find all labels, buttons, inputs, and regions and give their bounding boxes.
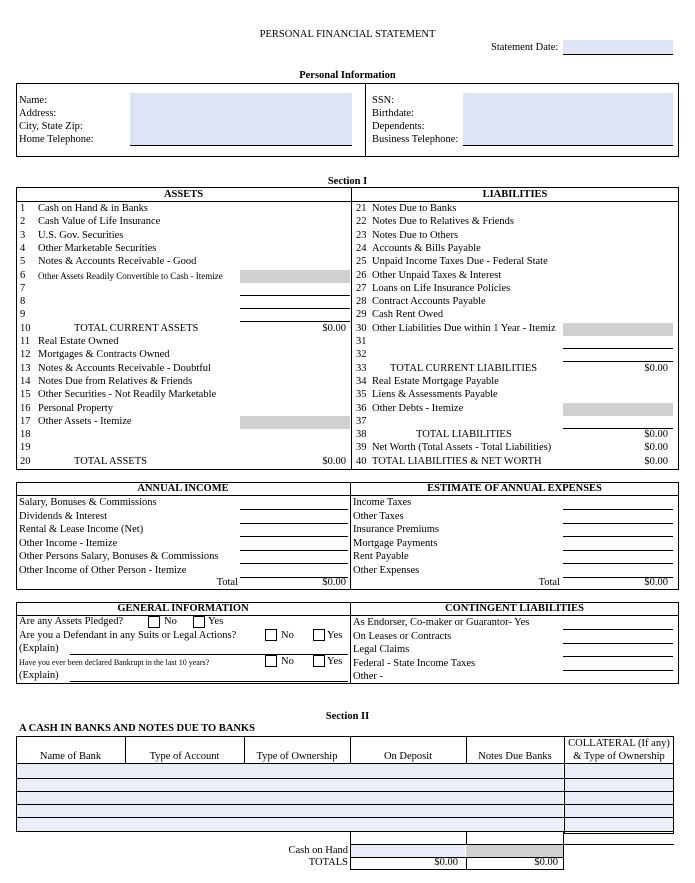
personal-field-left[interactable] [130,93,352,107]
liability-label: Notes Due to Relatives & Friends [372,216,515,228]
asset-label: Mortgages & Contracts Owned [38,349,170,361]
asset-label: Real Estate Owned [38,336,119,347]
column-header: Type of Ownership [256,751,338,762]
liability-label: TOTAL LIABILITIES [416,429,512,441]
contingent-row-label: On Leases or Contracts [353,630,452,642]
cash-on-hand-notes-field [466,845,563,857]
liability-field[interactable] [563,336,673,349]
personal-divider [365,83,366,157]
asset-num: 5 [20,256,26,268]
liability-num: 36 [356,402,367,414]
income-row-label: Salary, Bonuses & Commissions [19,497,157,508]
data-row[interactable] [17,764,563,778]
personal-info-title: Personal Information [299,70,396,81]
expenses-total-label: Total [538,577,560,588]
annual-income-title: ANNUAL INCOME [137,483,229,494]
asset-num: 11 [20,336,31,347]
bankrupt-question: Have you ever been declared Bankrupt in the last 10 years? [19,658,210,667]
contingent-field[interactable] [563,671,673,684]
personal-label-right: Business Telephone: [372,134,459,145]
liability-total-value: $0.00 [644,429,668,441]
liability-num: 34 [356,375,367,387]
explain-label-2: (Explain) [19,670,59,681]
contingent-field[interactable] [563,644,673,657]
asset-label: Notes & Accounts Receivable - Good [38,256,197,268]
income-row-label: Rental & Lease Income (Net) [19,524,144,535]
income-field[interactable] [240,524,348,537]
asset-num: 1 [20,203,26,214]
expense-field[interactable] [563,497,673,510]
liability-label: Net Worth (Total Assets - Total Liabilities) [372,442,552,454]
asset-label: Other Assets - Itemize [38,415,132,427]
expense-field[interactable] [563,551,673,564]
liability-total-value: $0.00 [644,442,668,454]
collateral-cell[interactable] [565,792,673,804]
personal-field-left[interactable] [130,106,352,120]
section1-header-line [16,201,679,202]
liability-field[interactable] [563,416,673,429]
contingent-row-label: Federal - State Income Taxes [353,657,476,669]
personal-field-left[interactable] [130,132,352,146]
statement-date-field[interactable] [563,40,673,55]
bankrupt-yes-label: Yes [327,656,343,667]
section1-title: Section I [327,176,368,187]
collateral-cell[interactable] [565,764,673,778]
collateral-cell[interactable] [565,805,673,817]
asset-num: 3 [20,229,26,241]
income-row-label: Dividends & Interest [19,510,108,522]
total-notes-value: $0.00 [534,857,558,868]
expense-field[interactable] [563,524,673,537]
liability-num: 28 [356,296,367,308]
liability-label: Accounts & Bills Payable [372,242,481,254]
liability-total-value: $0.00 [644,362,668,374]
defendant-yes-label: Yes [327,630,343,641]
asset-num: 7 [20,282,26,294]
liability-num: 24 [356,242,367,254]
income-expense-divider [350,482,351,590]
asset-label: TOTAL CURRENT ASSETS [74,322,199,334]
asset-num: 10 [20,322,31,334]
asset-field[interactable] [240,296,350,309]
asset-field[interactable] [240,309,350,322]
liability-label: Notes Due to Others [372,229,459,241]
liability-num: 33 [356,362,367,374]
bankrupt-no-label: No [281,656,294,667]
defendant-no-label: No [281,630,294,641]
asset-total-value: $0.00 [322,322,346,334]
asset-label: TOTAL ASSETS [74,455,147,467]
income-field[interactable] [240,538,348,551]
expense-row-label: Mortgage Payments [353,537,438,549]
liability-num: 37 [356,415,367,427]
pledged-no-checkbox[interactable] [148,616,160,628]
column-header: Name of Bank [39,751,102,762]
liability-label: Other Debts - Itemize [372,402,464,414]
liability-num: 40 [356,455,367,467]
income-total-value: $0.00 [322,577,346,588]
personal-label-right: SSN: [372,95,395,106]
cash-on-hand-field[interactable] [351,845,465,857]
asset-num: 15 [20,389,31,401]
section2-subtitle: A CASH IN BANKS AND NOTES DUE TO BANKS [19,723,255,734]
personal-field-right[interactable] [463,106,673,120]
collateral-cell[interactable] [565,779,673,791]
liability-field[interactable] [563,349,673,362]
collateral-cell[interactable] [565,818,673,831]
contingent-row-label: Legal Claims [353,644,410,655]
column-header: Type of Account [149,751,220,762]
asset-label: Other Assets Readily Convertible to Cash - Itemize [38,270,223,281]
asset-label: Other Marketable Securities [38,242,157,254]
liability-label: Unpaid Income Taxes Due - Federal State [372,256,548,268]
asset-label: Other Securities - Not Readily Marketable [38,389,217,401]
asset-num: 8 [20,296,26,308]
data-row[interactable] [17,818,563,831]
liability-label: Other Liabilities Due within 1 Year - Itemiz [372,322,556,334]
personal-label-left: City, State Zip: [19,121,83,132]
column-header: On Deposit [383,751,433,762]
expense-row-label: Income Taxes [353,497,412,508]
income-field[interactable] [240,565,348,578]
contingent-row-label: As Endorser, Co-maker or Guarantor- Yes [353,617,530,628]
income-field[interactable] [240,511,348,524]
asset-label: Personal Property [38,402,113,414]
data-row[interactable] [17,792,563,804]
personal-field-right[interactable] [463,93,673,107]
column-header: Notes Due Banks [478,751,552,762]
total-deposit-value: $0.00 [434,857,458,868]
liability-itemize-field[interactable] [563,323,673,336]
personal-field-left[interactable] [130,119,352,133]
asset-label: U.S. Gov. Securities [38,229,124,241]
totals-right-border [563,831,564,870]
data-row[interactable] [17,779,563,791]
assets-pledged-question: Are any Assets Pledged? [19,616,124,627]
liability-num: 38 [356,429,367,441]
totals-label: TOTALS [308,857,348,868]
liability-num: 32 [356,349,367,361]
liability-num: 27 [356,282,367,294]
income-total-label: Total [216,577,238,588]
defendant-no-checkbox[interactable] [265,629,277,641]
expense-field[interactable] [563,538,673,551]
liability-num: 39 [356,442,367,454]
asset-total-value: $0.00 [322,455,346,467]
expense-row-label: Other Expenses [353,564,420,576]
statement-date-label: Statement Date: [491,42,559,53]
liability-num: 21 [356,203,367,214]
asset-label: Notes Due from Relatives & Friends [38,375,193,387]
explain-field-2[interactable] [70,670,348,682]
expense-field[interactable] [563,565,673,578]
income-row-label: Other Persons Salary, Bonuses & Commissions [19,551,219,562]
liability-num: 31 [356,336,367,347]
income-row-label: Other Income of Other Person - Itemize [19,564,187,576]
personal-label-left: Address: [19,108,57,119]
personal-label-right: Dependents: [372,121,425,132]
liability-num: 25 [356,256,367,268]
contingent-field[interactable] [563,631,673,644]
expense-row-label: Insurance Premiums [353,524,440,535]
collateral-header-1: COLLATERAL (If any) [568,738,670,749]
asset-label: Notes & Accounts Receivable - Doubtful [38,362,211,374]
liability-num: 22 [356,216,367,228]
pledged-no-label: No [164,616,177,627]
asset-num: 16 [20,402,31,414]
liability-total-value: $0.00 [644,455,668,467]
liability-num: 35 [356,389,367,401]
asset-label: Cash Value of Life Insurance [38,216,161,228]
expenses-total-value: $0.00 [644,577,668,588]
liability-label: Contract Accounts Payable [372,296,486,308]
expense-row-label: Other Taxes [353,510,404,522]
pledged-yes-label: Yes [208,616,224,627]
collateral-header-2: & Type of Ownership [573,751,665,762]
asset-itemize-field[interactable] [240,270,350,283]
pledged-yes-checkbox[interactable] [193,616,205,628]
bankrupt-no-checkbox[interactable] [265,655,277,667]
liability-itemize-field[interactable] [563,403,673,416]
defendant-yes-checkbox[interactable] [313,629,325,641]
explain-field-1[interactable] [70,643,348,655]
personal-field-right[interactable] [463,119,673,133]
asset-num: 6 [20,269,26,281]
general-info-title: GENERAL INFORMATION [117,603,249,614]
contingent-title: CONTINGENT LIABILITIES [445,603,584,614]
expense-row-label: Rent Payable [353,551,409,562]
liability-label: Notes Due to Banks [372,203,457,214]
asset-num: 18 [20,429,31,441]
asset-num: 2 [20,216,26,228]
bankrupt-yes-checkbox[interactable] [313,655,325,667]
form-title: PERSONAL FINANCIAL STATEMENT [259,29,436,40]
asset-num: 17 [20,415,31,427]
liabilities-header: LIABILITIES [482,189,548,200]
liability-label: Loans on Life Insurance Policies [372,282,511,294]
section1-divider [351,187,352,470]
asset-num: 12 [20,349,31,361]
assets-header: ASSETS [163,189,204,200]
liability-label: TOTAL CURRENT LIABILITIES [390,362,538,374]
income-header-line [16,495,679,496]
asset-num: 14 [20,375,31,387]
expense-field[interactable] [563,511,673,524]
cash-on-hand-label: Cash on Hand [288,845,348,856]
liability-label: TOTAL LIABILITIES & NET WORTH [372,455,542,467]
annual-expenses-title: ESTIMATE OF ANNUAL EXPENSES [427,483,602,494]
asset-label: Cash on Hand & in Banks [38,203,148,214]
personal-field-right[interactable] [463,132,673,146]
asset-num: 19 [20,442,31,454]
asset-field[interactable] [240,283,350,296]
liability-num: 26 [356,269,367,281]
income-field[interactable] [240,551,348,564]
liability-num: 29 [356,309,367,321]
asset-num: 4 [20,242,26,254]
explain-label-1: (Explain) [19,643,59,654]
liability-label: Other Unpaid Taxes & Interest [372,269,502,281]
data-row[interactable] [17,805,563,817]
liability-label: Real Estate Mortgage Payable [372,375,499,387]
asset-num: 20 [20,455,31,467]
liability-num: 23 [356,229,367,241]
personal-label-left: Name: [19,95,47,106]
defendant-question: Are you a Defendant in any Suits or Legal Actions? [19,630,237,641]
contingent-row-label: Other - [353,671,384,682]
liability-num: 30 [356,322,367,334]
asset-itemize-field[interactable] [240,416,350,429]
liability-label: Liens & Assessments Payable [372,389,498,401]
income-row-label: Other Income - Itemize [19,537,118,549]
personal-label-right: Birthdate: [372,108,414,119]
asset-num: 13 [20,362,31,374]
personal-label-left: Home Telephone: [19,134,94,145]
section2-title: Section II [325,711,370,722]
totals-bottom-line [350,869,564,870]
contingent-field[interactable] [563,617,673,630]
contingent-field[interactable] [563,658,673,671]
liability-label: Cash Rent Owed [372,309,444,321]
asset-num: 9 [20,309,26,321]
income-field[interactable] [240,497,348,510]
